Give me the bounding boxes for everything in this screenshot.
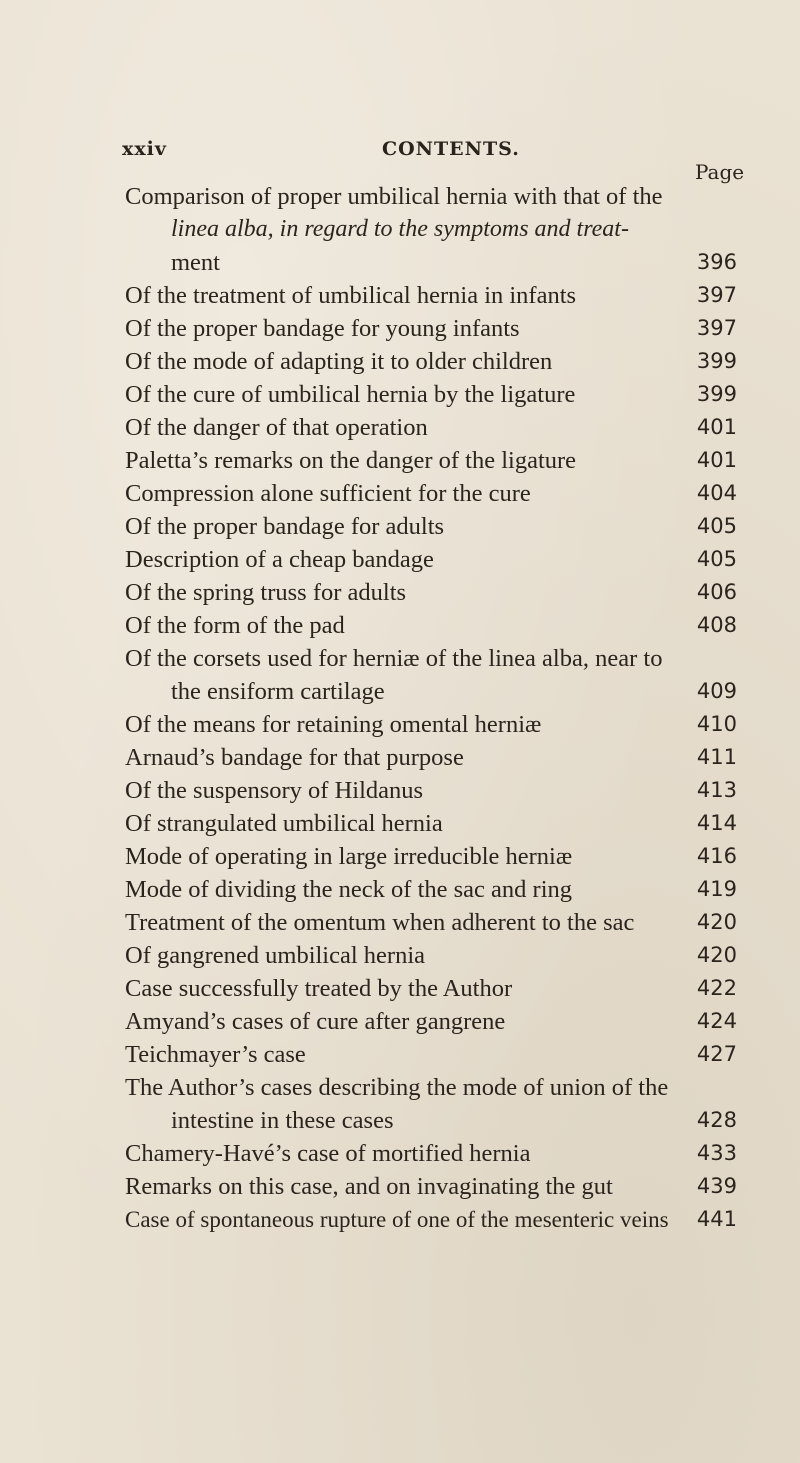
- toc-page-number: 399: [696, 382, 737, 406]
- page-column-label: Page: [695, 160, 745, 184]
- toc-entry-line: Amyand’s cases of cure after gangrene: [125, 1008, 506, 1035]
- toc-entry-line: Arnaud’s bandage for that purpose: [125, 744, 464, 771]
- toc-page-number: 401: [696, 415, 737, 439]
- toc-page-number: 433: [696, 1141, 737, 1165]
- toc-entry: [125, 279, 737, 312]
- toc-entry: [125, 906, 737, 939]
- toc-page-number: 428: [696, 1108, 737, 1132]
- toc-entry-line: Of the spring truss for adults: [125, 579, 407, 606]
- toc-entry-line: Of the treatment of umbilical hernia in infants: [125, 282, 577, 309]
- toc-entry-line: Chamery-Havé’s case of mortified hernia: [125, 1140, 531, 1167]
- toc-entry-line: Description of a cheap bandage: [125, 546, 434, 573]
- toc-entry: [125, 180, 737, 279]
- toc-entry: [125, 378, 737, 411]
- toc-entry: [125, 840, 737, 873]
- toc-page-number: 397: [696, 316, 737, 340]
- toc-entry: [125, 609, 737, 642]
- toc-entry-line-text: linea alba, in regard to the symptoms and treat-: [171, 216, 629, 242]
- toc-entry-line: Treatment of the omentum when adherent to the sac: [125, 909, 635, 936]
- toc-page-number: 396: [696, 250, 737, 274]
- toc-entry-line: Case successfully treated by the Author: [125, 975, 513, 1002]
- running-head: [122, 138, 520, 160]
- toc-entry: [125, 411, 737, 444]
- toc-page-number: 408: [696, 613, 737, 637]
- toc-page-number: 411: [696, 745, 737, 769]
- toc-entry: [125, 774, 737, 807]
- toc-entry-line: the ensiform cartilage: [171, 678, 385, 705]
- toc-entry-line: Mode of dividing the neck of the sac and ring: [125, 876, 573, 903]
- toc-page-number: 419: [696, 877, 737, 901]
- toc-entry-line: Of strangulated umbilical hernia: [125, 810, 443, 837]
- toc-entry-line: Of gangrened umbilical hernia: [125, 942, 426, 969]
- toc-page-number: 420: [696, 943, 737, 967]
- toc-entry-line: Of the suspensory of Hildanus: [125, 777, 424, 804]
- toc-entry: [125, 1137, 737, 1170]
- toc-page-number: 427: [696, 1042, 737, 1066]
- toc-entry: [125, 345, 737, 378]
- toc-entry-line: Teichmayer’s case: [125, 1041, 306, 1068]
- toc-entry-line: Of the means for retaining omental herniæ: [125, 711, 542, 738]
- contents-list: [125, 180, 737, 1236]
- toc-entry-line: Paletta’s remarks on the danger of the ligature: [125, 447, 577, 474]
- toc-entry-line: Of the mode of adapting it to older children: [125, 348, 553, 375]
- toc-entry: [125, 972, 737, 1005]
- toc-entry: [125, 939, 737, 972]
- toc-entry-line: Of the danger of that operation: [125, 414, 428, 441]
- toc-entry-line: Of the corsets used for herniæ of the linea alba, near to: [125, 645, 663, 672]
- toc-entry: [125, 741, 737, 774]
- toc-entry-line: Of the cure of umbilical hernia by the ligature: [125, 381, 576, 408]
- toc-page-number: 404: [696, 481, 737, 505]
- toc-entry-line: Of the form of the pad: [125, 612, 345, 639]
- toc-page-number: 409: [696, 679, 737, 703]
- toc-entry-line: The Author’s cases describing the mode of union of the: [125, 1074, 669, 1101]
- toc-page-number: 414: [696, 811, 737, 835]
- toc-entry: [125, 642, 737, 708]
- toc-entry-line: Remarks on this case, and on invaginating the gut: [125, 1173, 613, 1200]
- toc-entry-line: ment: [171, 249, 220, 276]
- toc-entry: [125, 1038, 737, 1071]
- toc-page-number: 439: [696, 1174, 737, 1198]
- toc-entry-line: Comparison of proper umbilical hernia with that of the: [125, 183, 663, 210]
- running-title: CONTENTS.: [382, 138, 520, 160]
- toc-entry: [125, 1005, 737, 1038]
- toc-entry: [125, 807, 737, 840]
- toc-entry-line: Compression alone sufficient for the cure: [125, 480, 531, 507]
- toc-entry: [125, 543, 737, 576]
- toc-entry-line: intestine in these cases: [171, 1107, 394, 1134]
- toc-entry: [125, 1203, 737, 1236]
- toc-entry-line: Case of spontaneous rupture of one of the mesenteric veins: [125, 1207, 669, 1232]
- toc-entry: [125, 477, 737, 510]
- toc-page-number: 420: [696, 910, 737, 934]
- toc-entry: [125, 873, 737, 906]
- toc-entry: [125, 312, 737, 345]
- toc-page-number: 422: [696, 976, 737, 1000]
- toc-entry: [125, 510, 737, 543]
- toc-page-number: 441: [696, 1207, 737, 1231]
- toc-page-number: 424: [696, 1009, 737, 1033]
- toc-page-number: 399: [696, 349, 737, 373]
- toc-page-number: 406: [696, 580, 737, 604]
- toc-entry-line: [125, 213, 675, 246]
- toc-entry: [125, 708, 737, 741]
- toc-page-number: 397: [696, 283, 737, 307]
- toc-page-number: 410: [696, 712, 737, 736]
- toc-entry: [125, 1170, 737, 1203]
- toc-page-number: 405: [696, 547, 737, 571]
- toc-entry: [125, 1071, 737, 1137]
- toc-entry-line: Of the proper bandage for adults: [125, 513, 445, 540]
- toc-page-number: 416: [696, 844, 737, 868]
- toc-entry: [125, 576, 737, 609]
- toc-entry-line: Of the proper bandage for young infants: [125, 315, 520, 342]
- toc-entry-line: Mode of operating in large irreducible herniæ: [125, 843, 573, 870]
- toc-page-number: 405: [696, 514, 737, 538]
- page-folio: xxiv: [122, 138, 167, 160]
- toc-entry: [125, 444, 737, 477]
- toc-page-number: 401: [696, 448, 737, 472]
- toc-page-number: 413: [696, 778, 737, 802]
